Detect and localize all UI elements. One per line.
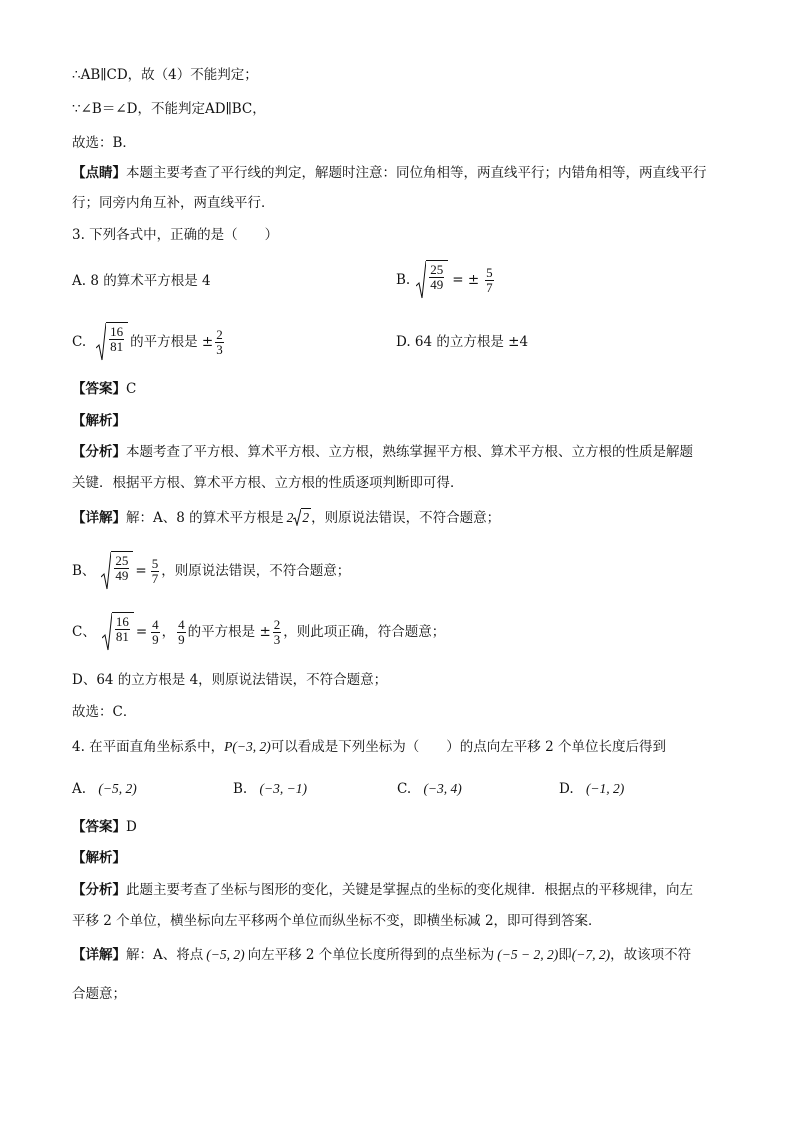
q3-detail-c-n2: 4 bbox=[178, 616, 185, 632]
dianjing-text-1: 本题主要考查了平行线的判定，解题时注意：同位角相等，两直线平行；内错角相等，两直线平行 bbox=[126, 165, 707, 181]
q3-detail-b-label: B、 bbox=[72, 563, 96, 579]
q3-b-rad-num: 25 bbox=[430, 262, 444, 277]
q3-b-num: 5 bbox=[486, 264, 493, 280]
q4-stem-1: 4. 在平面直角坐标系中， bbox=[72, 739, 225, 755]
q4-detail-3: 即 bbox=[558, 947, 572, 963]
q3-detail-a-text2: ，则原说法错误，不符合题意； bbox=[311, 509, 501, 526]
q3-answer-line bbox=[72, 380, 136, 398]
q3-b-sqrt bbox=[416, 260, 448, 300]
dianjing-line-1 bbox=[72, 164, 707, 182]
q3-detail-b-text: ，则原说法错误，不符合题意； bbox=[161, 563, 351, 579]
q4-analysis-line-2: 平移 2 个单位，横坐标向左平移两个单位而纵坐标不变，即横坐标减 2，即可得到答案． bbox=[72, 913, 602, 929]
q4-c-val: (−3, 4) bbox=[423, 781, 462, 796]
q4-analysis-tag: 【分析】 bbox=[72, 882, 126, 898]
q4-detail-m3: (−7, 2) bbox=[571, 947, 611, 962]
q3-detail-a-sqrt bbox=[293, 508, 311, 527]
q3-option-a: A. 8 的算术平方根是 4 bbox=[72, 273, 211, 289]
q3-analysis-tag: 【分析】 bbox=[72, 444, 126, 460]
q3-c-text: 的平方根是 ± bbox=[130, 334, 214, 350]
q3-option-d: D. 64 的立方根是 ±4 bbox=[396, 334, 529, 350]
q4-option-a bbox=[72, 780, 137, 798]
q3-c-label: C. bbox=[72, 334, 87, 350]
q3-detail-c-label: C、 bbox=[72, 624, 96, 640]
q3-detail-a-rad: 2 bbox=[302, 510, 310, 525]
q3-detail-tag: 【详解】 bbox=[72, 509, 126, 526]
q4-detail-m1: (−5, 2) bbox=[206, 947, 245, 962]
q3-jiexi: 【解析】 bbox=[72, 413, 126, 429]
q4-detail-line-1 bbox=[72, 946, 691, 964]
q4-analysis-line-1 bbox=[72, 881, 693, 899]
line-choose-b: 故选：B． bbox=[72, 135, 136, 151]
q4-d-label: D. bbox=[559, 781, 574, 797]
q3-detail-c-d1: 9 bbox=[152, 631, 159, 647]
q4-b-val: (−3, −1) bbox=[259, 781, 307, 796]
q3-detail-c-n3: 2 bbox=[273, 616, 281, 632]
q4-a-label: A. bbox=[72, 781, 87, 797]
q3-detail-d: D、64 的立方根是 4，则原说法错误，不符合题意； bbox=[72, 672, 388, 688]
q3-detail-a-text1: 解：A、8 的算术平方根是 bbox=[126, 509, 284, 526]
q3-detail-a bbox=[72, 508, 500, 527]
q3-detail-c-rn: 16 bbox=[115, 614, 129, 629]
q3-analysis-text-1: 本题考查了平方根、算术平方根、立方根，熟练掌握平方根、算术平方根、立方根的性质是解题 bbox=[126, 444, 693, 460]
q3-choose: 故选：C． bbox=[72, 704, 137, 720]
q4-a-val: (−5, 2) bbox=[98, 781, 137, 796]
q4-answer: D bbox=[126, 819, 137, 835]
q4-detail-m2: (−5 − 2, 2) bbox=[497, 947, 559, 962]
q3-detail-b-den: 7 bbox=[151, 570, 159, 586]
q3-detail-c-d2: 9 bbox=[178, 631, 185, 647]
q4-analysis-text-1: 此题主要考查了坐标与图形的变化，关键是掌握点的坐标的变化规律．根据点的平移规律，向左 bbox=[126, 882, 693, 898]
radical-icon bbox=[416, 260, 426, 300]
radical-icon bbox=[96, 322, 106, 362]
q3-answer: C bbox=[126, 381, 137, 397]
q3-detail-c-d3: 3 bbox=[273, 631, 281, 647]
q4-answer-tag: 【答案】 bbox=[72, 819, 126, 835]
q3-answer-tag: 【答案】 bbox=[72, 381, 126, 397]
q4-answer-line bbox=[72, 818, 137, 836]
q3-c-rad-den: 81 bbox=[110, 339, 124, 354]
q3-option-c bbox=[72, 320, 226, 364]
q4-detail-4: ，故该项不符 bbox=[610, 947, 692, 963]
radical-icon bbox=[293, 508, 301, 526]
q4-stem-2: 可以看成是下列坐标为（ ）的点向左平移 2 个单位长度后得到 bbox=[270, 739, 666, 755]
q3-detail-c-text: ，则此项正确，符合题意； bbox=[283, 624, 446, 640]
q3-detail-b-sqrt bbox=[101, 551, 133, 591]
q4-detail-tag: 【详解】 bbox=[72, 947, 126, 963]
q3-c-num: 2 bbox=[216, 326, 223, 342]
q3-b-label: B. bbox=[396, 272, 411, 288]
line-angle-b-d: ∵∠B＝∠D，不能判定AD∥BC， bbox=[72, 101, 266, 117]
q4-b-label: B. bbox=[233, 781, 248, 797]
q4-detail-line-2: 合题意； bbox=[72, 986, 126, 1002]
q4-option-b bbox=[233, 780, 307, 798]
dianjing-tag: 【点睛】 bbox=[72, 165, 126, 181]
q3-option-b bbox=[396, 258, 496, 302]
q3-detail-b-rd: 49 bbox=[115, 568, 129, 583]
q3-analysis-line-2: 关键．根据平方根、算术平方根、立方根的性质逐项判断即可得． bbox=[72, 475, 464, 491]
q3-detail-c-sqrt bbox=[102, 612, 134, 652]
q3-detail-c-mid: 的平方根是 ± bbox=[187, 624, 271, 640]
q3-detail-b: B、 $\frac{25}{49}$ = $\frac{5}{7}$ ，则原说法错误，不符合题意； bbox=[72, 551, 350, 591]
q3-b-rad-den: 49 bbox=[430, 277, 444, 292]
q3-detail-b-rn: 25 bbox=[115, 553, 129, 568]
q3-detail-b-num: 5 bbox=[151, 555, 159, 571]
q4-detail-1: 解：A、将点 bbox=[126, 947, 204, 963]
q3-c-den: 3 bbox=[216, 341, 223, 357]
q3-stem: 3. 下列各式中，正确的是（ ） bbox=[72, 227, 279, 243]
q3-detail-c-rd: 81 bbox=[115, 629, 129, 644]
q4-c-label: C. bbox=[397, 781, 412, 797]
q4-option-c bbox=[397, 780, 462, 798]
q3-b-den: 7 bbox=[486, 279, 493, 295]
q4-d-val: (−1, 2) bbox=[585, 781, 625, 796]
q3-c-sqrt bbox=[96, 322, 128, 362]
q3-detail-c: C、 $\frac{16}{81}$ = $\frac{4}{9}$ ， $\frac{4}{9}$ 的平方根是 ± $\frac{2}{3}$ ，则此项正确，符合题意； bbox=[72, 612, 445, 652]
q3-c-rad-num: 16 bbox=[110, 324, 124, 339]
line-ab-cd: ∴AB∥CD，故（4）不能判定； bbox=[72, 67, 258, 83]
radical-icon bbox=[102, 612, 112, 652]
q3-analysis-line-1 bbox=[72, 443, 693, 461]
q4-detail-2: 向左平移 2 个单位长度所得到的点坐标为 bbox=[247, 947, 495, 963]
q4-stem bbox=[72, 738, 666, 756]
q4-option-d bbox=[559, 780, 624, 798]
q4-stem-point: P(−3, 2) bbox=[224, 739, 271, 754]
q3-detail-a-val: 2 bbox=[286, 509, 294, 525]
radical-icon bbox=[101, 551, 111, 591]
q3-b-eq: = ± bbox=[452, 272, 480, 288]
dianjing-line-2: 行；同旁内角互补，两直线平行． bbox=[72, 195, 275, 211]
q4-jiexi: 【解析】 bbox=[72, 850, 126, 866]
q3-detail-c-n1: 4 bbox=[152, 616, 159, 632]
